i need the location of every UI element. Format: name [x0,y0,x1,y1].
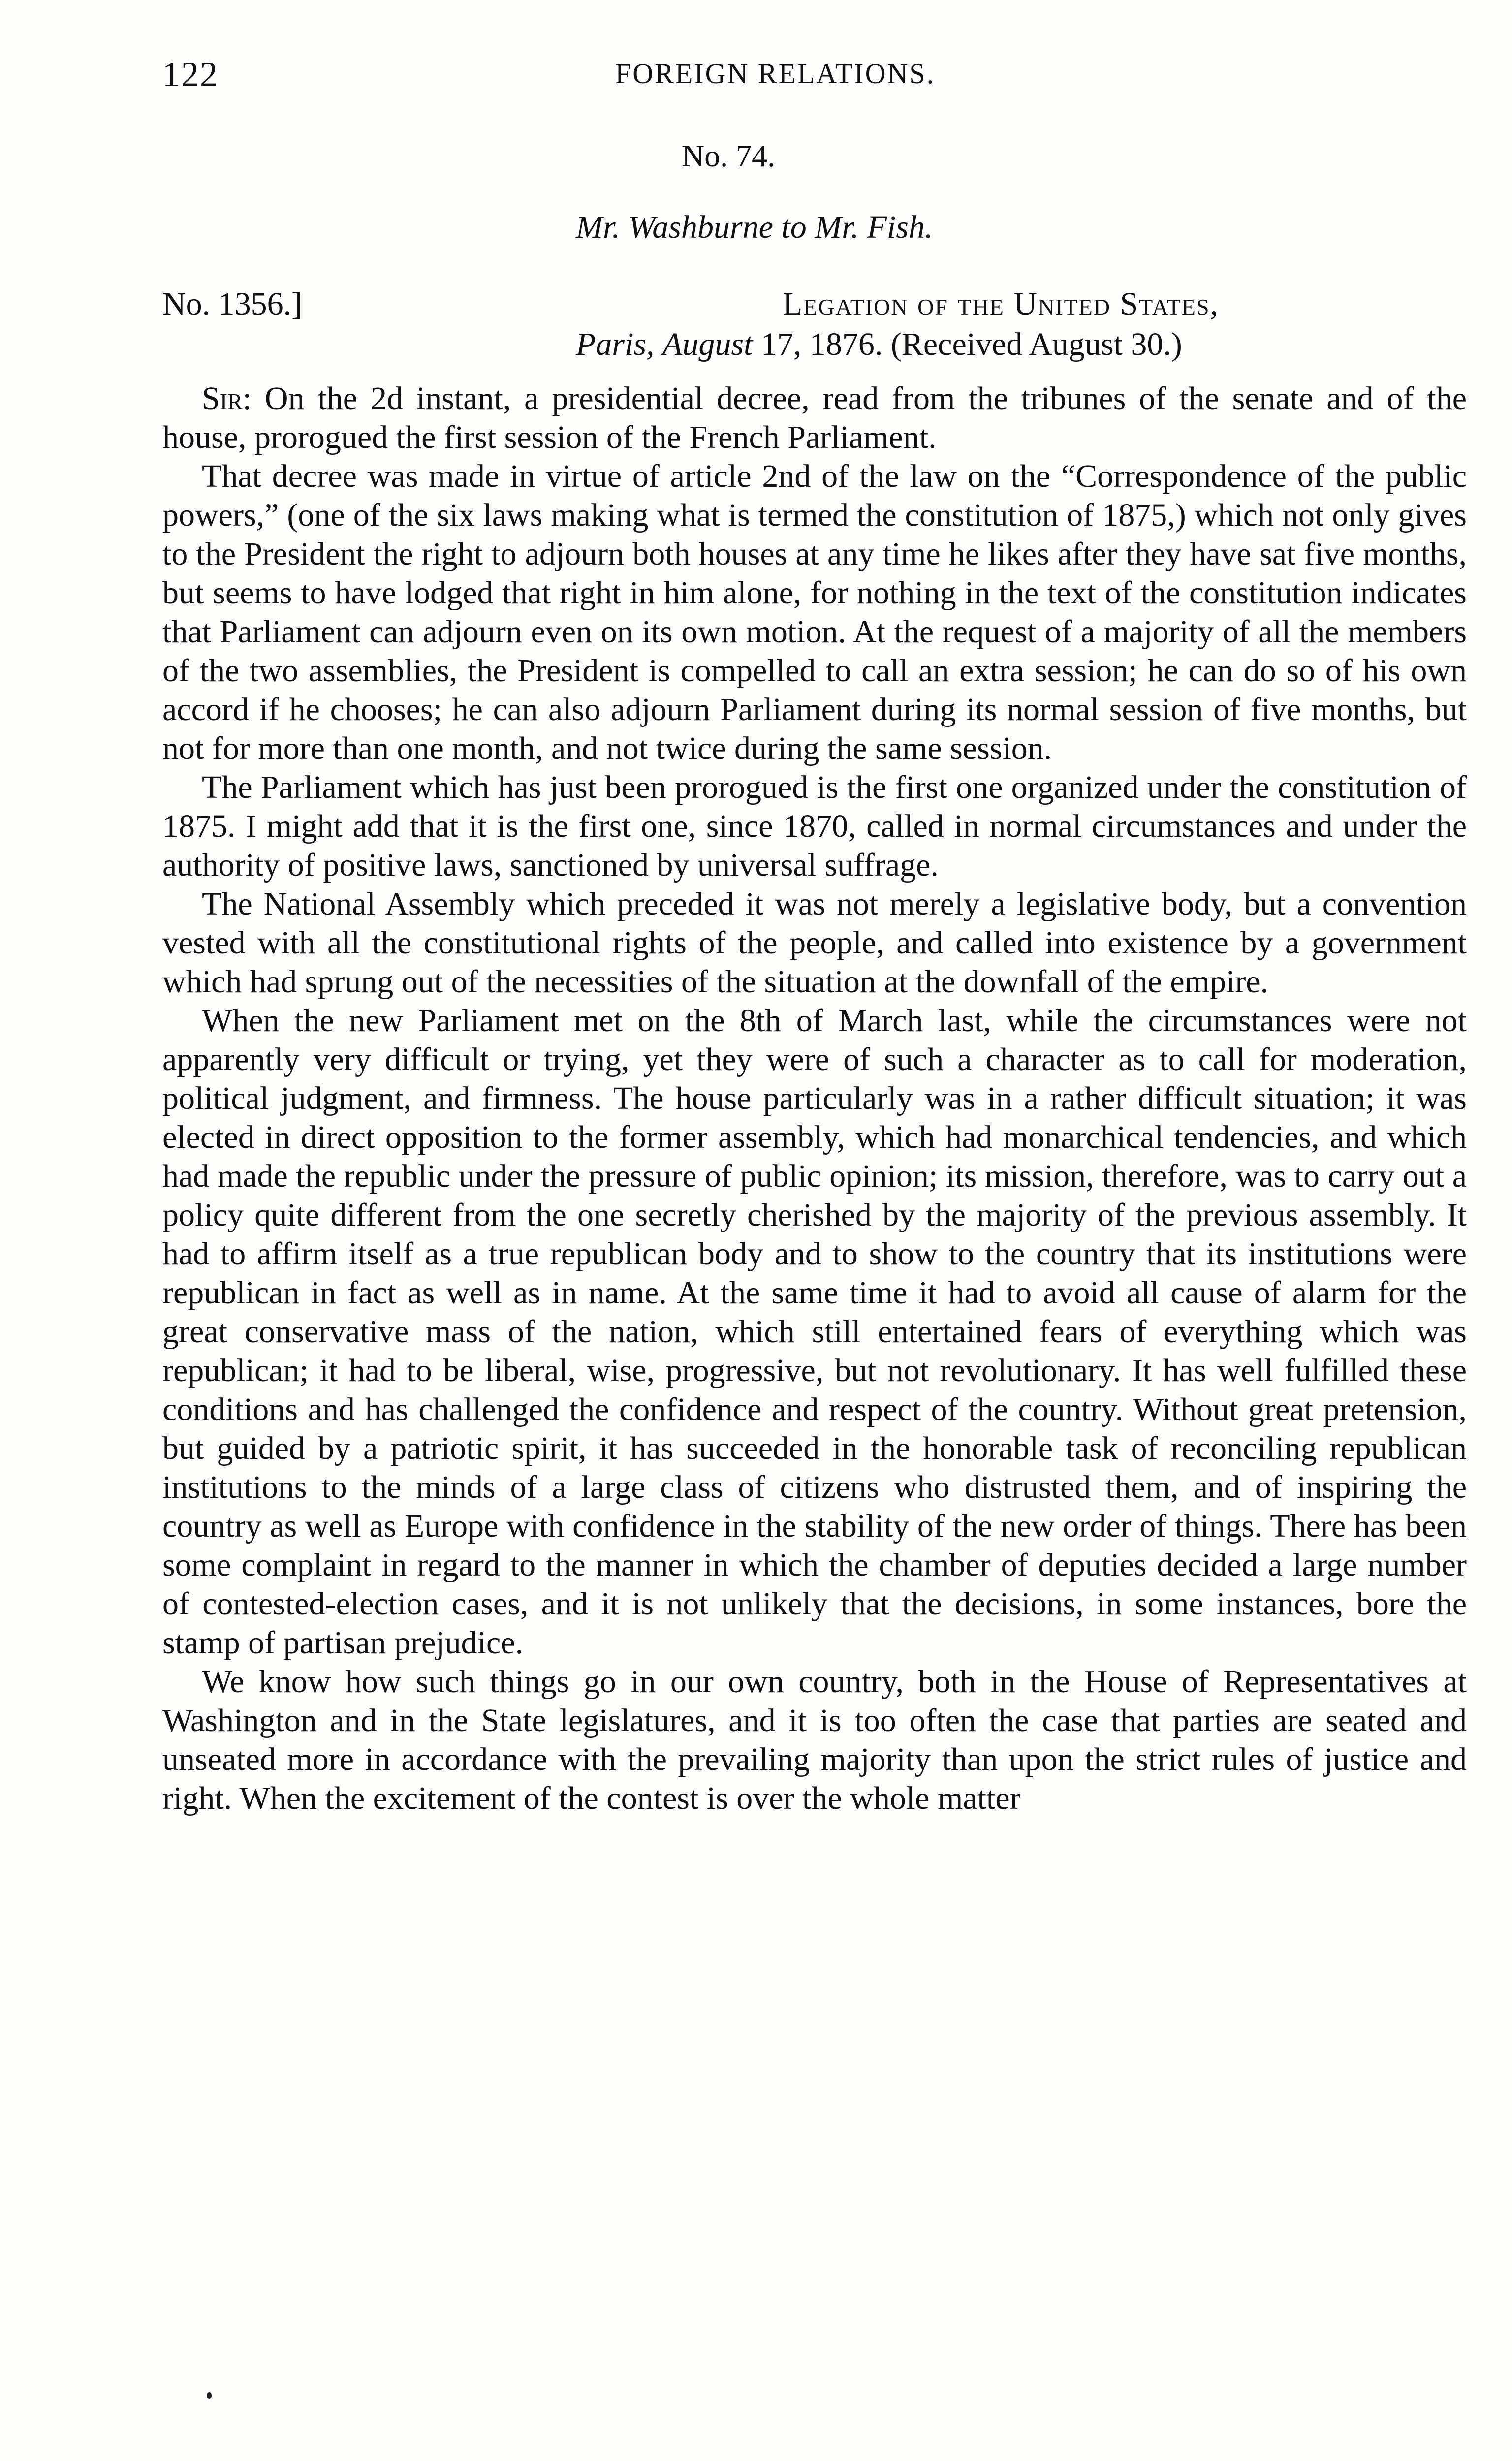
paragraph [162,379,1467,457]
page-number: 122 [162,55,219,94]
dateline-day-year: 17, 1876. [760,326,883,362]
page-header [162,54,1467,108]
dispatch-number: No. 1356.] [162,286,303,322]
paragraph: The Parliament which has just been prorogued is the first one organized under the constitution of 1875. I might add that it is the first one, since 1870, called in normal circumstances and under the authority of positive laws, sanctioned by universal suffrage. [162,769,1467,883]
dateline-place: Paris, [576,326,655,362]
paragraph: We know how such things go in our own country, both in the House of Representatives at Washington and in the State legislatures, and it is too often the case that parties are seated and unseated more in accordance with the prevailing majority than upon the strict rules of justice and right. When the excitement of the contest is over the whole matter [162,1664,1467,1816]
paragraph: The National Assembly which preceded it was not merely a legislative body, but a convention vested with all the constitutional rights of the people, and called into existence by a government which had sprung out of the necessities of the situation at the downfall of the empire. [162,886,1467,1000]
print-speck [207,2392,212,2399]
document-title: Mr. Washburne to Mr. Fish. [576,209,933,245]
letter-body [162,379,1467,1818]
paragraph-text: On the 2d instant, a presidential decree, read from the tribunes of the senate and of the house, prorogued the first session of the French Parliament. [162,380,1467,455]
salutation: Sir: [202,380,252,416]
document-page [162,54,1467,1818]
document-number: No. 74. [681,138,776,173]
dateline-month: August [662,326,753,362]
paragraph: When the new Parliament met on the 8th of March last, while the circumstances were not apparently very difficult or trying, yet they were of such a character as to call for moderation, political judgment, and firmness. The house particularly was in a rather difficult situation; it was elected in direct opposition to the former assembly, which had monarchical tendencies, and which had made the republic under the pressure of public opinion; its mission, therefore, was to carry out a policy quite different from the one secretly cherished by the majority of the previous assembly. It had to affirm itself as a true republican body and to show to the country that its institutions were republican in fact as well as in name. At the same time it had to avoid all cause of alarm for the great conservative mass of the nation, which still entertained fears of everything which was republican; it had to be liberal, wise, progressive, but not revolutionary. It has well fulfilled these conditions and has challenged the confidence and respect of the country. Without great pretension, but guided by a patriotic spirit, it has succeeded in the honorable task of reconciling republican institutions to the minds of a large class of citizens who distrusted them, and of inspiring the country as well as Europe with confidence in the stability of the new order of things. There has been some complaint in regard to the manner in which the chamber of deputies decided a large number of contested-election cases, and it is not unlikely that the decisions, in some instances, bore the stamp of partisan prejudice. [162,1003,1467,1661]
paragraph: That decree was made in virtue of article 2nd of the law on the “Correspondence of the public powers,” (one of the six laws making what is termed the constitution of 1875,) which not only gives to the President the right to adjourn both houses at any time he likes after they have sat five months, but seems to have lodged that right in him alone, for nothing in the text of the constitution indicates that Parliament can adjourn even on its own motion. At the request of a majority of all the members of the two assemblies, the President is compelled to call an extra session; he can do so of his own accord if he chooses; he can also adjourn Parliament during its normal session of five months, but not for more than one month, and not twice during the same session. [162,458,1467,766]
running-head: FOREIGN RELATIONS. [615,58,936,90]
legation-line: Legation of the United States, [783,286,1219,322]
received-date: (Received August 30.) [890,326,1182,362]
dispatch-heading [162,285,1467,374]
dateline [576,326,1182,363]
